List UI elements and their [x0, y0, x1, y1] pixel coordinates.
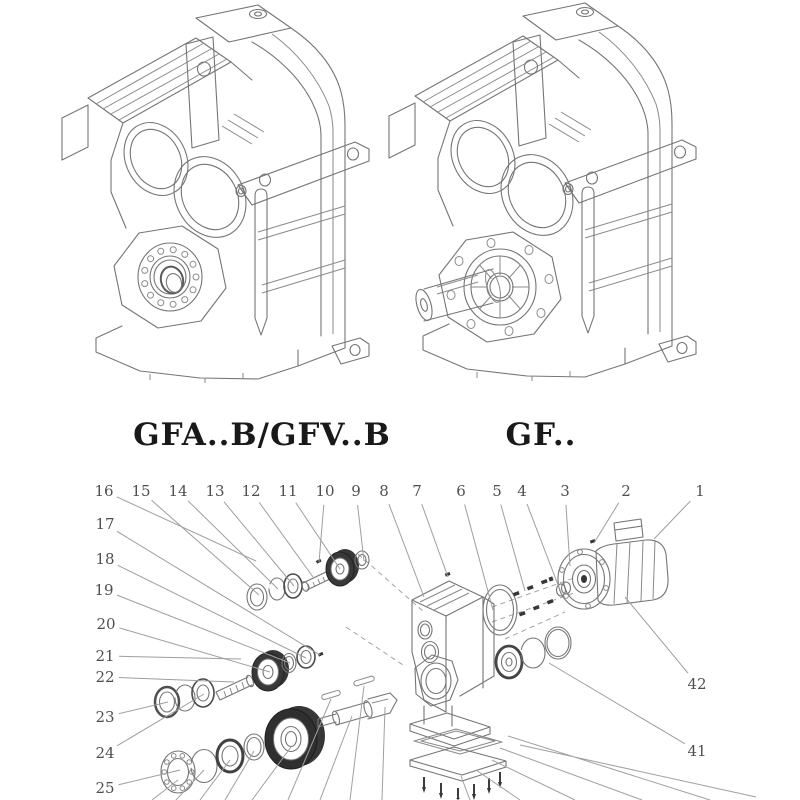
flange-bolts: [513, 576, 554, 616]
callout-number-19: 19: [94, 581, 114, 599]
model-label-left: GFA..B/GFV..B: [133, 417, 391, 453]
leader-line-11: [296, 503, 340, 569]
callout-number-9: 9: [351, 482, 361, 500]
output-shaft-parts: [161, 676, 397, 793]
callout-number-21: 21: [95, 647, 115, 665]
output-flange-and-shaft: [413, 232, 561, 342]
leader-line-10: [319, 505, 324, 562]
leader-line-22: [119, 678, 234, 682]
callout-number-41: 41: [687, 742, 707, 760]
leader-line-41: [549, 663, 685, 744]
callout-number-25: 25: [95, 779, 115, 797]
leader-line-5: [501, 504, 525, 591]
leader-line-8: [389, 504, 424, 597]
callout-number-16: 16: [94, 482, 114, 500]
callout-number-13: 13: [205, 482, 225, 500]
cropped-leader-lines: [152, 686, 756, 800]
model-label-right: GF..: [505, 417, 577, 453]
leader-line-1: [654, 501, 690, 539]
callout-number-12: 12: [241, 482, 261, 500]
cover-bolts: [422, 772, 502, 800]
callout-number-42: 42: [687, 675, 707, 693]
callout-number-7: 7: [412, 482, 422, 500]
callout-number-2: 2: [621, 482, 631, 500]
callout-number-1: 1: [695, 482, 705, 500]
figure-hollow-shaft-gearbox: [62, 5, 369, 383]
callout-number-10: 10: [315, 482, 335, 500]
exploded-view: [94, 482, 756, 800]
leader-line-4: [527, 504, 560, 590]
callout-number-11: 11: [278, 482, 298, 500]
leader-line-18: [118, 565, 306, 658]
callout-number-17: 17: [95, 515, 115, 533]
leader-line-20: [119, 628, 270, 672]
callout-number-18: 18: [95, 550, 115, 568]
leader-line-42: [625, 597, 688, 673]
callout-number-4: 4: [517, 482, 527, 500]
figure-solid-shaft-gearbox: [389, 3, 696, 381]
callout-number-6: 6: [456, 482, 466, 500]
hollow-shaft-hub: [114, 226, 226, 328]
leader-line-16: [117, 497, 256, 561]
callout-number-8: 8: [379, 482, 389, 500]
leader-line-24: [117, 694, 204, 746]
leader-line-12: [259, 502, 313, 577]
callout-number-23: 23: [95, 708, 115, 726]
motor-side-parts: [483, 519, 668, 678]
callout-number-24: 24: [95, 744, 115, 762]
motor: [558, 519, 668, 609]
callout-number-14: 14: [168, 482, 188, 500]
callout-number-3: 3: [560, 482, 570, 500]
callout-number-5: 5: [492, 482, 502, 500]
leader-line-15: [152, 500, 259, 595]
callout-number-15: 15: [131, 482, 151, 500]
leader-line-7: [422, 504, 448, 577]
callout-number-22: 22: [95, 668, 115, 686]
leader-line-6: [465, 505, 493, 610]
input-shaft-parts: [247, 549, 369, 610]
callout-number-20: 20: [96, 615, 116, 633]
